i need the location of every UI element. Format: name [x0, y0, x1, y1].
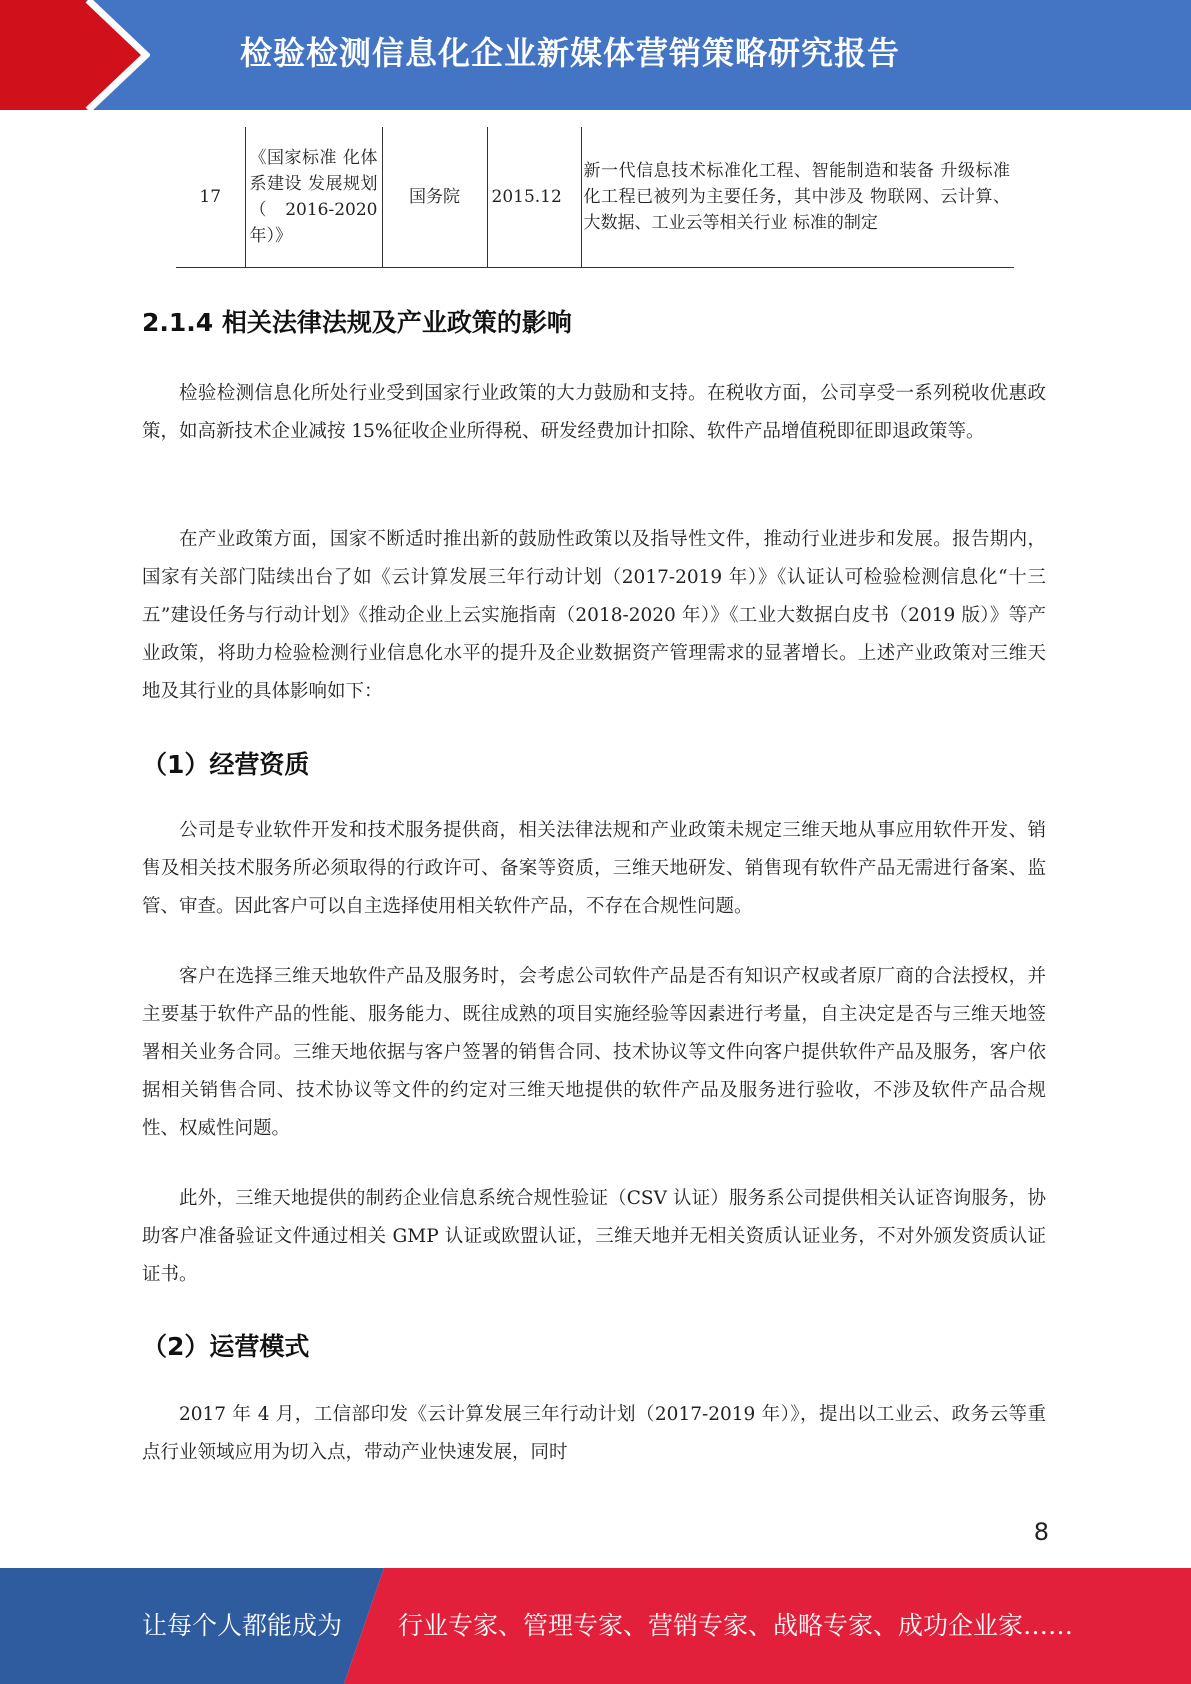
table-cell-name: 《国家标准 化体系建设 发展规划 （ 2016-2020 年）》	[245, 127, 382, 267]
subsection-heading-1: （1）经营资质	[142, 750, 310, 779]
footer-slogan-right: 行业专家、管理专家、营销专家、战略专家、成功企业家……	[398, 1611, 1074, 1640]
section-paragraph-1: 检验检测信息化所处行业受到国家行业政策的大力鼓励和支持。在税收方面，公司享受一系列税收优惠政策，如高新技术企业减按 15%征收企业所得税、研发经费加计扣除、软件产品增值税即征即退政策等。	[142, 383, 1046, 442]
table-cell-org: 国务院	[382, 127, 487, 267]
footer-slogan-left: 让每个人都能成为	[142, 1611, 343, 1640]
page-number: 8	[1033, 1518, 1049, 1546]
document-title: 检验检测信息化企业新媒体营销策略研究报告	[240, 34, 901, 72]
section-heading: 2.1.4 相关法律法规及产业政策的影响	[142, 308, 572, 337]
page-header	[0, 0, 1191, 110]
subsection-2-paragraph-1: 2017 年 4 月，工信部印发《云计算发展三年行动计划（2017-2019 年）》，提出以工业云、政务云等重点行业领域应用为切入点，带动产业快速发展，同时	[142, 1404, 1046, 1463]
table-row	[176, 127, 1014, 267]
subsection-heading-2: （2）运营模式	[142, 1332, 310, 1361]
table-cell-date: 2015.12	[487, 127, 581, 267]
subsection-1-paragraph-1: 公司是专业软件开发和技术服务提供商，相关法律法规和产业政策未规定三维天地从事应用软件开发、销售及相关技术服务所必须取得的行政许可、备案等资质，三维天地研发、销售现有软件产品无需进行备案、监管、审查。因此客户可以自主选择使用相关软件产品，不存在合规性问题。	[142, 820, 1046, 917]
table-cell-desc: 新一代信息技术标准化工程、智能制造和装备 升级标准化工程已被列为主要任务，其中涉及 物联网、云计算、大数据、工业云等相关行业 标准的制定	[581, 127, 1014, 267]
subsection-1-paragraph-3: 此外，三维天地提供的制药企业信息系统合规性验证（CSV 认证）服务系公司提供相关认证咨询服务，协助客户准备验证文件通过相关 GMP 认证或欧盟认证，三维天地并无相关资质认证业务，不对外颁发资质认证证书。	[142, 1188, 1046, 1285]
section-paragraph-2: 在产业政策方面，国家不断适时推出新的鼓励性政策以及指导性文件，推动行业进步和发展。报告期内，国家有关部门陆续出台了如《云计算发展三年行动计划（2017-2019 年）》《认证认可检验检测信息化“十三五”建设任务与行动计划》《推动企业上云实施指南（2018-2020 年）》《工业大数据白皮书（2019 版）》等产业政策，将助力检验检测行业信息化水平的提升及企业数据资产管理需求的显著增长。上述产业政策对三维天地及其行业的具体影响如下：	[142, 529, 1046, 702]
policy-table	[176, 127, 1014, 268]
table-cell-no: 17	[176, 127, 245, 267]
page-footer	[0, 1568, 1191, 1684]
subsection-1-paragraph-2: 客户在选择三维天地软件产品及服务时，会考虑公司软件产品是否有知识产权或者原厂商的合法授权，并主要基于软件产品的性能、服务能力、既往成熟的项目实施经验等因素进行考量，自主决定是否与三维天地签署相关业务合同。三维天地依据与客户签署的销售合同、技术协议等文件向客户提供软件产品及服务，客户依据相关销售合同、技术协议等文件的约定对三维天地提供的软件产品及服务进行验收，不涉及软件产品合规性、权威性问题。	[142, 966, 1046, 1139]
header-arrow-decoration	[0, 0, 150, 110]
